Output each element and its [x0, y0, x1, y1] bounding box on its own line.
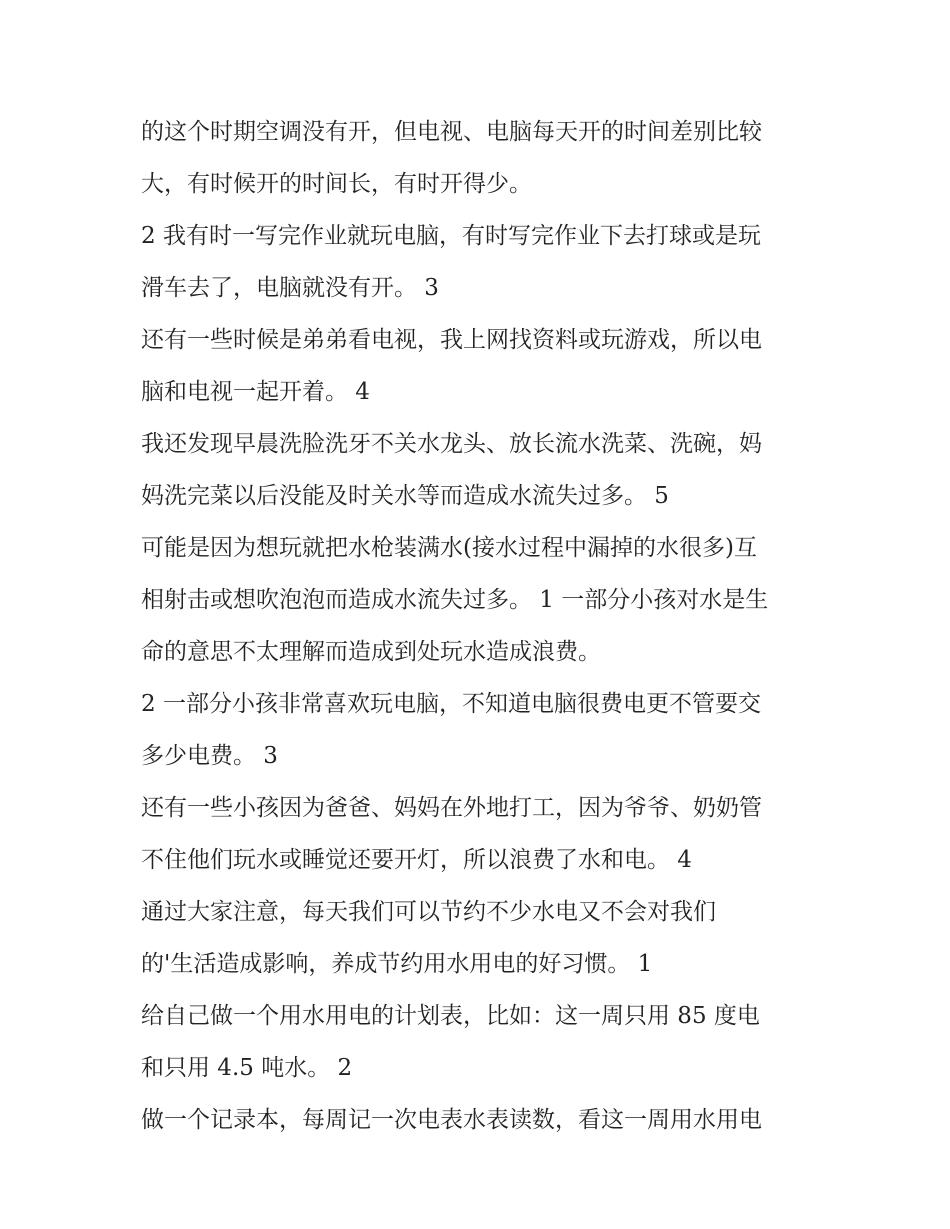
text-line: 可能是因为想玩就把水枪装满水(接水过程中漏掉的水很多)互	[141, 535, 757, 561]
text-line: 不住他们玩水或睡觉还要开灯，所以浪费了水和电。 4	[141, 847, 692, 873]
text-line: 的'生活造成影响，养成节约用水用电的好习惯。 1	[141, 951, 653, 977]
text-line: 2 我有时一写完作业就玩电脑，有时写完作业下去打球或是玩	[141, 223, 761, 249]
text-line: 命的意思不太理解而造成到处玩水造成浪费。	[141, 639, 601, 665]
text-line: 通过大家注意，每天我们可以节约不少水电又不会对我们	[141, 899, 716, 925]
text-line: 我还发现早晨洗脸洗牙不关水龙头、放长流水洗菜、洗碗，妈	[141, 431, 762, 457]
text-line: 大，有时候开的时间长，有时开得少。	[141, 171, 532, 197]
text-line: 和只用 4.5 吨水。 2	[141, 1055, 353, 1081]
text-line: 2 一部分小孩非常喜欢玩电脑，不知道电脑很费电更不管要交	[141, 691, 761, 717]
text-line: 相射击或想吹泡泡而造成水流失过多。 1 一部分小孩对水是生	[141, 587, 769, 613]
text-line: 多少电费。 3	[141, 743, 278, 769]
text-line: 还有一些小孩因为爸爸、妈妈在外地打工，因为爷爷、奶奶管	[141, 795, 762, 821]
text-line: 滑车去了，电脑就没有开。 3	[141, 275, 439, 301]
text-line: 的这个时期空调没有开，但电视、电脑每天开的时间差别比较	[141, 119, 762, 145]
body-text	[141, 106, 821, 1146]
text-line: 给自己做一个用水用电的计划表，比如：这一周只用 85 度电	[141, 1003, 760, 1029]
text-line: 妈洗完菜以后没能及时关水等而造成水流失过多。 5	[141, 483, 669, 509]
text-line: 脑和电视一起开着。 4	[141, 379, 370, 405]
text-line: 还有一些时候是弟弟看电视，我上网找资料或玩游戏，所以电	[141, 327, 762, 353]
text-line: 做一个记录本，每周记一次电表水表读数，看这一周用水用电	[141, 1107, 762, 1133]
